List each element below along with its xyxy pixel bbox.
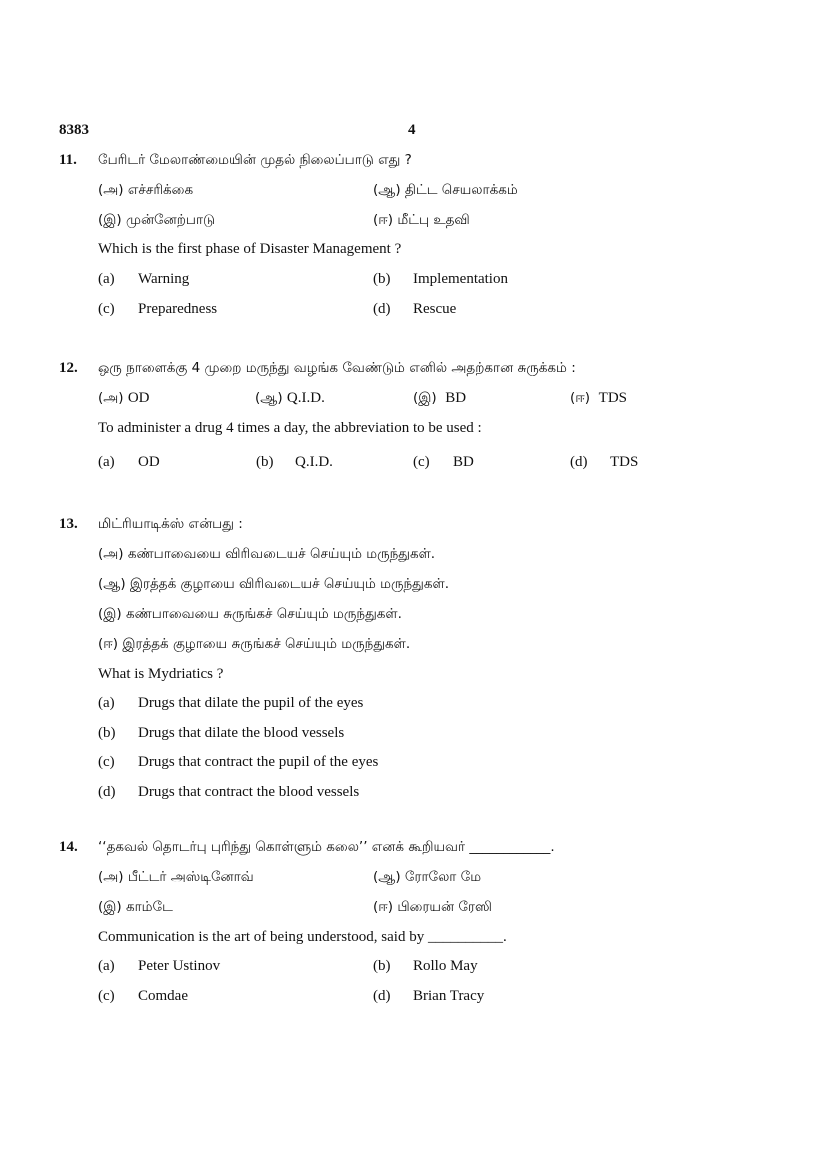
option-tamil: (ஆ) இரத்தக் குழாயை விரிவடையச் செய்யும் மருந்துகள். — [98, 576, 449, 592]
option-english: TDS — [610, 454, 639, 470]
option-label: (a) — [98, 958, 115, 974]
option-english: Q.I.D. — [295, 454, 333, 470]
option-english: Brian Tracy — [413, 988, 485, 1004]
option-tamil: (இ) கண்பாவையை சுருங்கச் செய்யும் மருந்துகள். — [98, 606, 402, 622]
option-english: Implementation — [413, 271, 508, 287]
question-number: 12. — [59, 360, 78, 376]
option-english: Drugs that dilate the blood vessels — [138, 725, 345, 741]
option-english: Drugs that contract the blood vessels — [138, 784, 360, 800]
option-label: (c) — [98, 301, 115, 317]
option-label: (c) — [98, 988, 115, 1004]
option-label: (b) — [98, 725, 116, 741]
option-tamil: (இ) முன்னேற்பாடு — [98, 212, 216, 228]
question-tamil: பேரிடர் மேலாண்மையின் முதல் நிலைப்பாடு எது ? — [98, 152, 412, 168]
option-tamil: (ஆ) Q.I.D. — [255, 390, 325, 406]
option-english: BD — [453, 454, 474, 470]
option-tamil: (இ) காம்டே — [98, 899, 173, 915]
question-tamil: ஒரு நாளைக்கு 4 முறை மருந்து வழங்க வேண்டும் எனில் அதற்கான சுருக்கம் : — [98, 360, 576, 376]
question-number: 13. — [59, 516, 78, 532]
question-number: 14. — [59, 839, 78, 855]
option-english: Drugs that dilate the pupil of the eyes — [138, 695, 364, 711]
question-english: Which is the first phase of Disaster Management ? — [98, 241, 402, 257]
option-english: Drugs that contract the pupil of the eyes — [138, 754, 379, 770]
question-english: Communication is the art of being understood, said by __________. — [98, 929, 507, 945]
option-label: (d) — [373, 988, 391, 1004]
option-label: (c) — [413, 454, 430, 470]
option-tamil: (ஈ) TDS — [570, 390, 627, 406]
option-label: (d) — [98, 784, 116, 800]
option-english: Preparedness — [138, 301, 218, 317]
option-label: (d) — [373, 301, 391, 317]
option-label: (b) — [373, 271, 391, 287]
option-tamil: (ஈ) இரத்தக் குழாயை சுருங்கச் செய்யும் மருந்துகள். — [98, 636, 411, 652]
option-english: Rescue — [413, 301, 457, 317]
option-tamil: (ஈ) பிரையன் ரேஸி — [373, 899, 492, 915]
question-english: To administer a drug 4 times a day, the abbreviation to be used : — [98, 420, 482, 436]
option-label: (c) — [98, 754, 115, 770]
option-tamil: (ஆ) ரோலோ மே — [373, 869, 482, 885]
option-label: (a) — [98, 695, 115, 711]
option-tamil: (அ) பீட்டர் அஸ்டினோவ் — [98, 869, 254, 885]
option-label: (d) — [570, 454, 588, 470]
option-label: (b) — [256, 454, 274, 470]
question-number: 11. — [59, 152, 77, 168]
option-english: OD — [138, 454, 160, 470]
question-english: What is Mydriatics ? — [98, 666, 224, 682]
page-number: 4 — [408, 122, 416, 138]
option-tamil: (ஈ) மீட்பு உதவி — [373, 212, 470, 228]
question-tamil: ‘‘தகவல் தொடர்பு புரிந்து கொள்ளும் கலை’’ எனக் கூறியவர் ____________. — [98, 839, 555, 855]
option-label: (a) — [98, 454, 115, 470]
option-english: Rollo May — [413, 958, 478, 974]
option-tamil: (அ) கண்பாவையை விரிவடையச் செய்யும் மருந்துகள். — [98, 546, 436, 562]
paper-code: 8383 — [59, 122, 89, 138]
option-tamil: (ஆ) திட்ட செயலாக்கம் — [373, 182, 518, 198]
option-tamil: (அ) எச்சரிக்கை — [98, 182, 194, 198]
option-english: Peter Ustinov — [138, 958, 221, 974]
option-label: (b) — [373, 958, 391, 974]
option-english: Comdae — [138, 988, 188, 1004]
option-english: Warning — [138, 271, 190, 287]
option-tamil: (அ) OD — [98, 390, 150, 406]
option-label: (a) — [98, 271, 115, 287]
option-tamil: (இ) BD — [413, 390, 467, 406]
question-tamil: மிட்ரியாடிக்ஸ் என்பது : — [98, 516, 243, 532]
